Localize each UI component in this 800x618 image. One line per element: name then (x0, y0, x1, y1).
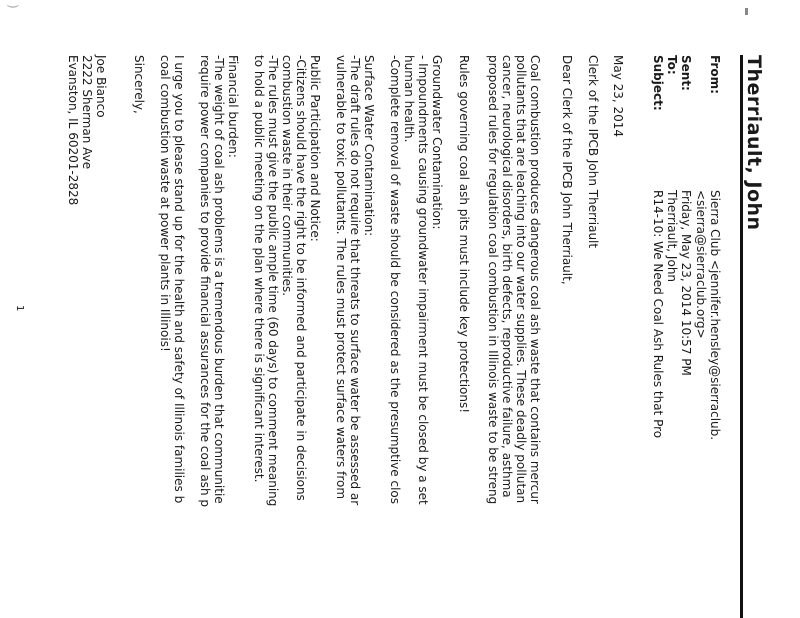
financial-line: -The weight of coal ash problems is a tremendous burden that communitie (212, 55, 226, 504)
groundwater-line: - Impoundments causing groundwater impairment must be closed by a set (416, 55, 430, 505)
scan-speck (745, 8, 748, 15)
from-label: From: (708, 55, 722, 94)
page-number: 1 (14, 305, 25, 312)
public-participation-line: to hold a public meeting on the plan where there is significant interest. (252, 55, 266, 483)
public-participation-line: -Citizens should have the right to be informed and participate in decisions (294, 55, 308, 501)
to-value: Therriault, John (665, 190, 679, 283)
public-participation-line: combustion waste in their communities. (280, 55, 294, 297)
groundwater-line: human health. (402, 55, 416, 143)
letter-recipient: Clerk of the IPCB John Therriault (586, 55, 600, 249)
sent-label: Sent: (679, 55, 693, 91)
letter-salutation: Dear Clerk of the IPCB John Therriault, (560, 55, 574, 285)
subject-value: R14-10: We Need Coal Ash Rules that Pro (651, 190, 665, 439)
sent-value: Friday, May 23, 2014 10:57 PM (679, 190, 693, 376)
public-participation-line: -The rules must give the public ample time (60 days) to comment meaning (266, 55, 280, 507)
rules-statement: Rules governing coal ash pits must include key protections! (457, 55, 471, 414)
from-value: Sierra Club <jennifer.hensley@sierraclub. (708, 190, 722, 441)
signature-city: Evanston, IL 60201-2828 (66, 55, 80, 206)
groundwater-line: -Complete removal of waste should be considered as the presumptive clos (388, 55, 402, 504)
groundwater-heading: Groundwater Contamination: (430, 55, 444, 230)
intro-line: proposed rules for regulation coal combustion in Illinois waste to be streng (486, 55, 500, 505)
urge-line: coal combustion waste at power plants in Illinois! (158, 55, 172, 352)
intro-line: cancer, neurological disorders, birth defects, reproductive failure, asthma (500, 55, 514, 498)
urge-line: I urge you to please stand up for the health and safety of Illinois families b (172, 55, 186, 504)
financial-heading: Financial burden: (226, 55, 240, 158)
subject-label: Subject: (651, 55, 665, 111)
from-value-email: <sierra@sierraclub.org> (694, 190, 708, 339)
public-participation-heading: Public Participation and Notice: (308, 55, 322, 242)
signature-name: Joe Bianco (94, 55, 108, 118)
recipient-name-heading: Therriault, John (743, 55, 765, 231)
letter-date: May 23, 2014 (611, 55, 625, 138)
closing: Sincerely, (132, 55, 146, 114)
to-label: To: (665, 55, 679, 75)
corner-mark: ) (6, 4, 20, 9)
financial-line: require power companies to provide financial assurances for the coal ash p (198, 55, 212, 507)
heading-divider (740, 55, 743, 618)
intro-line: pollutants that are leaching into our water supplies. These deadly pollutan (514, 55, 528, 504)
signature-address: 2222 Sherman Ave (80, 55, 94, 170)
surface-water-heading: Surface Water Contamination: (362, 55, 376, 237)
intro-line: Coal combustion produces dangerous coal ash waste that contains mercur (528, 55, 542, 504)
surface-water-line: vulnerable to toxic pollutants. The rules must protect surface waters from (334, 55, 348, 500)
surface-water-line: -The draft rules do not require that threats to surface water be assessed ar (348, 55, 362, 506)
